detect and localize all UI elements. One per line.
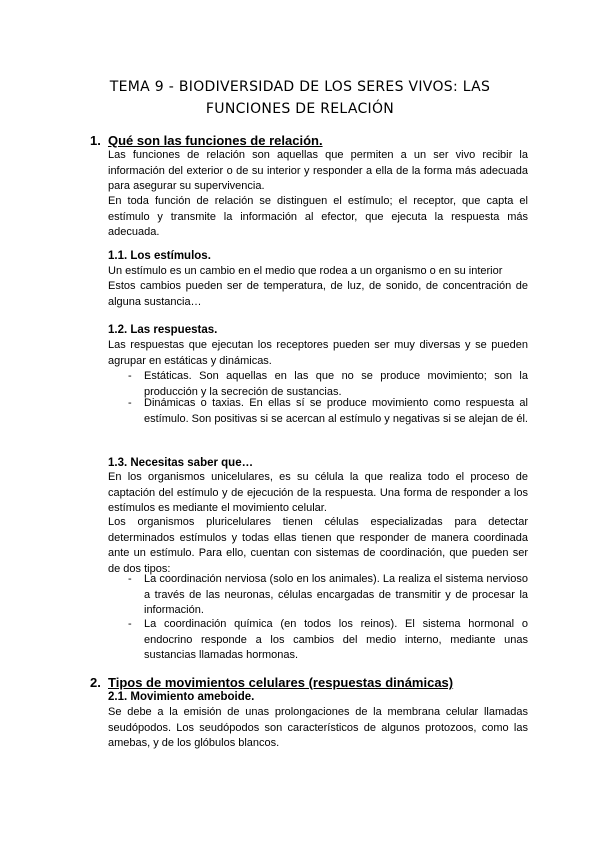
- list-dash: -: [128, 618, 132, 630]
- list-item-text: Estáticas. Son aquellas en las que no se produce movimiento; son la producción y la secreción de sustancias.: [144, 370, 528, 398]
- section-2-number: 2.: [90, 675, 101, 690]
- section-2-title: Tipos de movimientos celulares (respuestas dinámicas): [108, 675, 454, 690]
- document-title: [60, 76, 540, 120]
- list-item-text: Dinámicas o taxias. En ellas sí se produce movimiento como respuesta al estímulo. Son positivas si se acercan al estímulo y negativas si se alejan de él.: [144, 397, 528, 425]
- list-dash: -: [128, 397, 132, 409]
- list-item-text: La coordinación nerviosa (solo en los animales). La realiza el sistema nervioso a través de las neuronas, células encargadas de transmitir y de procesar la información.: [144, 573, 528, 616]
- section-1-paragraph-1: Las funciones de relación son aquellas que permiten a un ser vivo recibir la información del exterior o de su interior y responder a ella de la forma más adecuada para asegurar su supervivencia.: [108, 149, 528, 192]
- subsection-2-1-heading: 2.1. Movimiento ameboide.: [108, 691, 255, 703]
- section-1-paragraph-2: En toda función de relación se distinguen el estímulo; el receptor, que capta el estímulo y transmite la información al efector, que ejecuta la respuesta más adecuada.: [108, 195, 528, 238]
- subsection-1-2-paragraph-1: Las respuestas que ejecutan los receptores pueden ser muy diversas y se pueden agrupar en estáticas y dinámicas.: [108, 339, 528, 367]
- subsection-1-3-heading: 1.3. Necesitas saber que…: [108, 457, 254, 469]
- subsection-1-1-paragraph-2: Estos cambios pueden ser de temperatura, de luz, de sonido, de concentración de alguna sustancia…: [108, 280, 528, 308]
- subsection-1-1-paragraph-1: Un estímulo es un cambio en el medio que rodea a un organismo o en su interior: [108, 265, 503, 277]
- subsection-1-1-heading: 1.1. Los estímulos.: [108, 250, 211, 262]
- title-line-1: TEMA 9 - BIODIVERSIDAD DE LOS SERES VIVOS: LAS: [109, 79, 491, 95]
- section-1-title: Qué son las funciones de relación.: [108, 133, 323, 148]
- subsection-1-3-paragraph-2: Los organismos pluricelulares tienen células especializadas para detectar determinados estímulos y todas ellas tienen que responder de manera coordinada ante un estímulo. Para ello, cuentan con sistemas de coordinación, que pueden ser de dos tipos:: [108, 516, 528, 575]
- subsection-1-2-heading: 1.2. Las respuestas.: [108, 324, 218, 336]
- list-dash: -: [128, 573, 132, 585]
- section-1-number: 1.: [90, 133, 101, 148]
- list-dash: -: [128, 370, 132, 382]
- title-line-2: FUNCIONES DE RELACIÓN: [205, 101, 395, 117]
- list-item-text: La coordinación química (en todos los reinos). El sistema hormonal o endocrino responde a los cambios del medio interno, mediante unas sustancias llamadas hormonas.: [144, 618, 528, 661]
- subsection-1-3-paragraph-1: En los organismos unicelulares, es su célula la que realiza todo el proceso de captación del estímulo y de ejecución de la respuesta. Una forma de responder a los estímulos es mediante el movimiento celular.: [108, 471, 528, 514]
- subsection-2-1-paragraph-1: Se debe a la emisión de unas prolongaciones de la membrana celular llamadas seudópodos. Los seudópodos son característicos de algunos protozoos, como las amebas, y de los glóbulos blancos.: [108, 706, 528, 749]
